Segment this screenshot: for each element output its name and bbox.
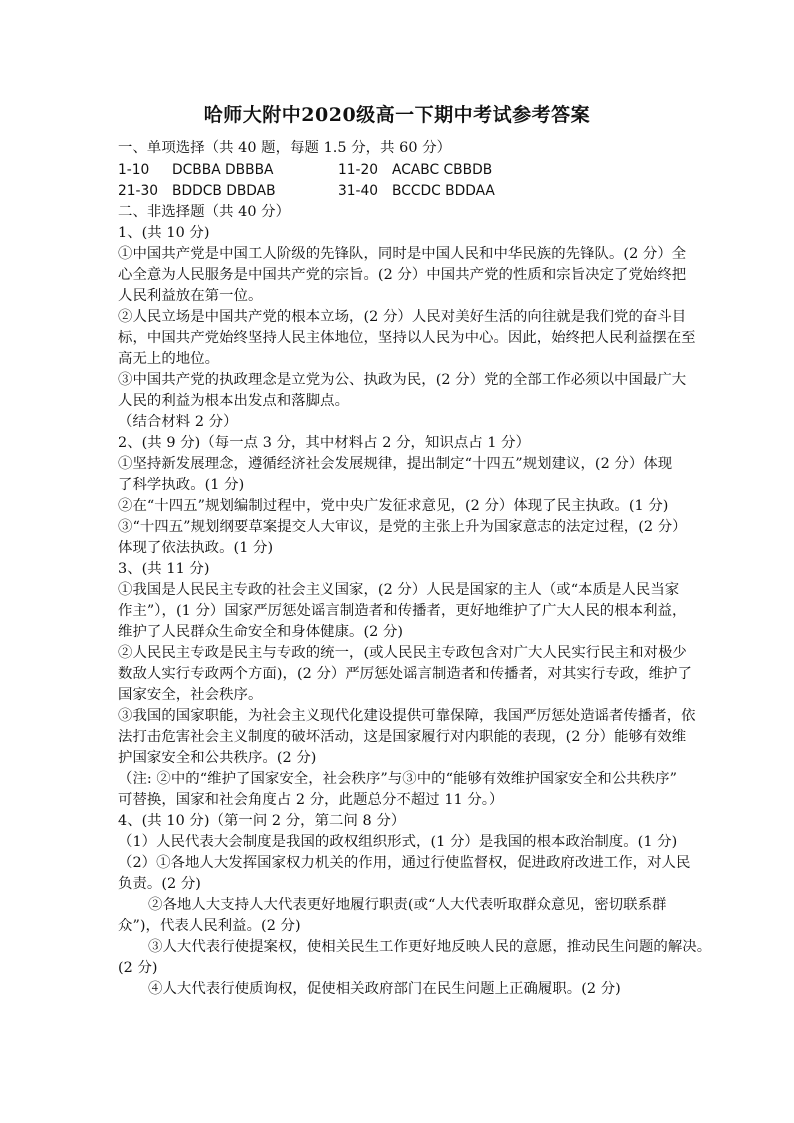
answer-line: 作主”），(1 分）国家严厉惩处谣言制造者和传播者，更好地维护了广大人民的根本利益， bbox=[118, 603, 687, 619]
answer-line: （1）人民代表大会制度是我国的政权组织形式，(1 分）是我国的根本政治制度。(1 分) bbox=[118, 834, 678, 850]
question-heading: 1、(共 10 分) bbox=[118, 225, 210, 241]
answer-range: 31-40 bbox=[338, 183, 379, 199]
answer-line: ②在“十四五”规划编制过程中，党中央广发征求意见，(2 分）体现了民主执政。(1 分) bbox=[118, 498, 669, 514]
answer-line: ②人民民主专政是民主与专政的统一，(或人民民主专政包含对广大人民实行民主和对极少 bbox=[118, 645, 687, 661]
section-heading-multiple-choice: 一、单项选择（共 40 题，每题 1.5 分，共 60 分） bbox=[118, 140, 452, 156]
answer-line: ②人民立场是中国共产党的根本立场，(2 分）人民对美好生活的向往就是我们党的奋斗目 bbox=[118, 309, 687, 325]
answer-line: ①我国是人民民主专政的社会主义国家，(2 分）人民是国家的主人（或“本质是人民当家 bbox=[118, 582, 680, 598]
answer-line: ③我国的国家职能，为社会主义现代化建设提供可靠保障，我国严厉惩处造谣者传播者，依 bbox=[118, 708, 696, 724]
answer-line: ②各地人大支持人大代表更好地履行职责(或“人大代表听取群众意见，密切联系群 bbox=[148, 897, 667, 913]
answer-line: 法打击危害社会主义制度的破坏活动，这是国家履行对内职能的表现，(2 分）能够有效维 bbox=[118, 729, 687, 745]
answer-line: ③中国共产党的执政理念是立党为公、执政为民，(2 分）党的全部工作必须以中国最广大 bbox=[118, 372, 687, 388]
answer-line: 国家安全，社会秩序。 bbox=[118, 687, 263, 703]
answer-line: 标，中国共产党始终坚持人民主体地位，坚持以人民为中心。因此，始终把人民利益摆在至 bbox=[118, 330, 696, 346]
answer-note: （结合材料 2 分） bbox=[118, 414, 238, 430]
answer-line: ③人大代表行使提案权，使相关民生工作更好地反映人民的意愿，推动民生问题的解决。 bbox=[148, 939, 712, 955]
answer-line: ①坚持新发展理念，遵循经济社会发展规律，提出制定“十四五”规划建议，(2 分）体现 bbox=[118, 456, 673, 472]
answer-line: 心全意为人民服务是中国共产党的宗旨。(2 分）中国共产党的性质和宗旨决定了党始终把 bbox=[118, 267, 687, 283]
section-heading-free-response: 二、非选择题（共 40 分） bbox=[118, 204, 291, 220]
page-title: 哈师大附中2020级高一下期中考试参考答案 bbox=[203, 104, 591, 126]
answer-range: 1-10 bbox=[118, 162, 150, 178]
answer-line: 体现了依法执政。(1 分) bbox=[118, 540, 274, 556]
answer-line: 数敌人实行专政两个方面)，(2 分）严厉惩处谣言制造者和传播者，对其实行专政，维护了 bbox=[118, 666, 692, 682]
answer-line: （2）①各地人大发挥国家权力机关的作用，通过行使监督权，促进政府改进工作，对人民 bbox=[118, 855, 691, 871]
question-heading: 4、(共 10 分)（第一问 2 分，第二问 8 分） bbox=[118, 813, 406, 829]
answer-line: 护国家安全和公共秩序。(2 分) bbox=[118, 750, 317, 766]
answer-line: ①中国共产党是中国工人阶级的先锋队，同时是中国人民和中华民族的先锋队。(2 分）全 bbox=[118, 246, 687, 262]
answer-key: BCCDC BDDAA bbox=[392, 183, 495, 199]
answer-key: ACABC CBBDB bbox=[392, 162, 493, 178]
question-heading: 2、(共 9 分)（每一点 3 分，其中材料占 2 分，知识点占 1 分） bbox=[118, 435, 531, 451]
answer-line: 人民利益放在第一位。 bbox=[118, 288, 263, 304]
answer-line: 高无上的地位。 bbox=[118, 351, 220, 367]
answer-line: 人民的利益为根本出发点和落脚点。 bbox=[118, 393, 350, 409]
question-heading: 3、(共 11 分) bbox=[118, 561, 210, 577]
answer-key: BDDCB DBDAB bbox=[172, 183, 276, 199]
answer-line: 了科学执政。(1 分) bbox=[118, 477, 245, 493]
answer-note: 可替换，国家和社会角度占 2 分，此题总分不超过 11 分。） bbox=[118, 792, 504, 808]
answer-key: DCBBA DBBBA bbox=[172, 162, 274, 178]
answer-range: 21-30 bbox=[118, 183, 159, 199]
answer-line: ③“十四五”规划纲要草案提交人大审议，是党的主张上升为国家意志的法定过程，(2 分） bbox=[118, 519, 687, 535]
answer-line: (2 分) bbox=[118, 960, 158, 976]
answer-line: 众”)，代表人民利益。(2 分) bbox=[118, 918, 301, 934]
answer-range: 11-20 bbox=[338, 162, 379, 178]
answer-line: 负责。(2 分) bbox=[118, 876, 201, 892]
answer-line: ④人大代表行使质询权，促使相关政府部门在民生问题上正确履职。(2 分) bbox=[148, 981, 621, 997]
answer-line: 维护了人民群众生命安全和身体健康。(2 分) bbox=[118, 624, 404, 640]
answer-note: （注: ②中的“维护了国家安全，社会秩序”与③中的“能够有效维护国家安全和公共秩序” bbox=[118, 771, 678, 787]
